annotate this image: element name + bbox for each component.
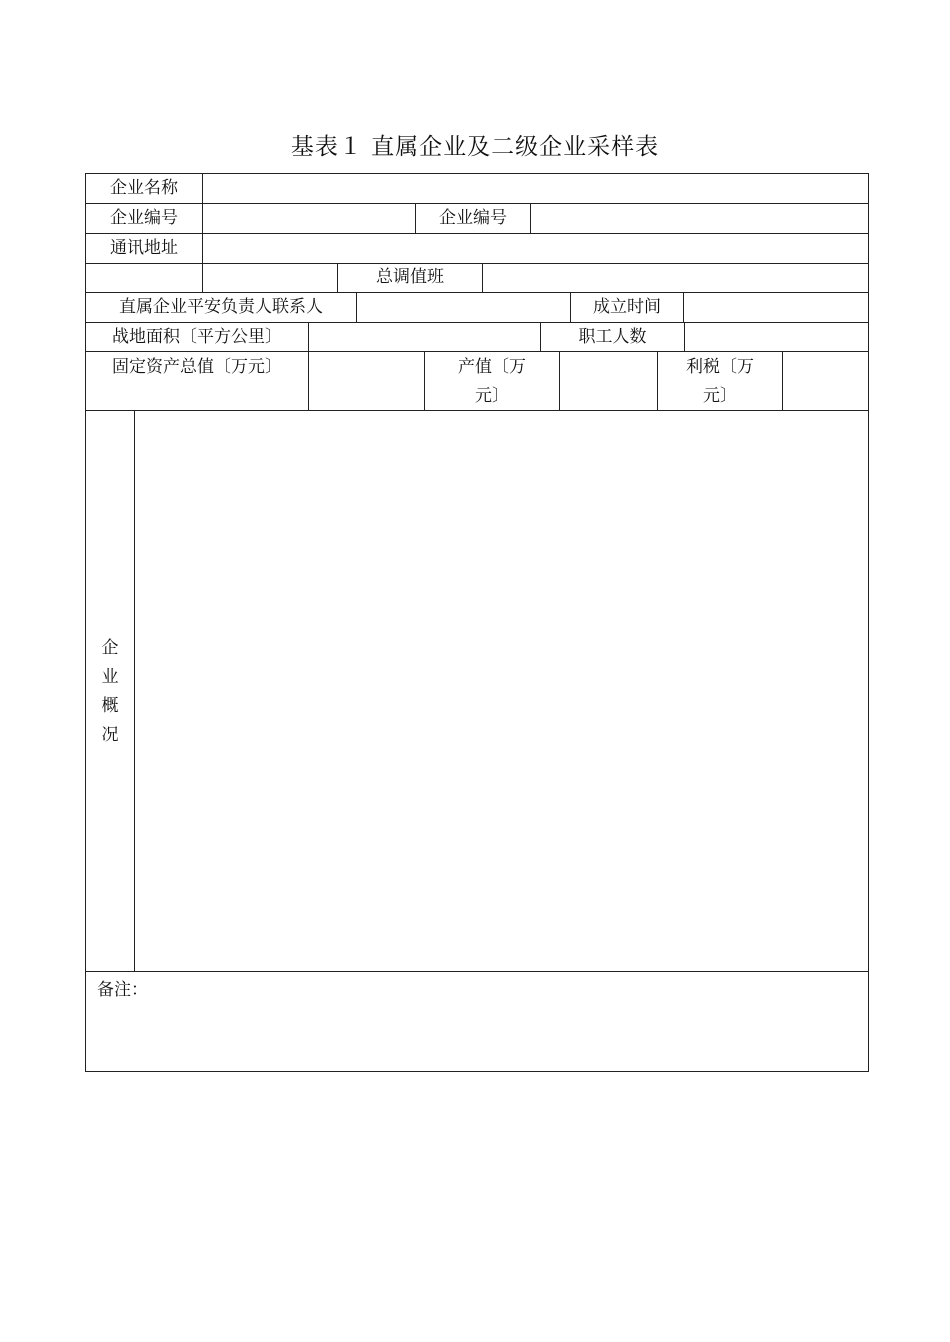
output-value-field[interactable] bbox=[560, 352, 657, 410]
dispatch-duty-label: 总调值班 bbox=[376, 267, 444, 287]
profit-tax-field[interactable] bbox=[783, 352, 868, 410]
founded-date-field[interactable] bbox=[684, 293, 868, 322]
overview-label: 企 业 概 况 bbox=[101, 638, 119, 745]
site-area-label: 战地面积〔平方公里〕 bbox=[112, 327, 282, 347]
safety-contact-field[interactable] bbox=[357, 293, 570, 322]
site-area-field[interactable] bbox=[309, 323, 540, 351]
company-code-field-2[interactable] bbox=[531, 204, 868, 233]
enterprise-sampling-form bbox=[85, 173, 869, 1072]
profit-tax-label bbox=[658, 353, 782, 410]
form-title: 基表１ 直属企业及二级企业采样表 bbox=[290, 134, 660, 160]
company-code-label: 企业编号 bbox=[110, 208, 178, 228]
output-value-label bbox=[425, 353, 559, 410]
company-code-field[interactable] bbox=[203, 204, 415, 233]
employee-count-field[interactable] bbox=[685, 323, 868, 351]
founded-date-label: 成立时间 bbox=[593, 297, 661, 317]
row4-field[interactable] bbox=[203, 263, 337, 292]
overview-field[interactable] bbox=[135, 411, 868, 971]
row-divider bbox=[86, 351, 868, 352]
row-divider bbox=[86, 971, 868, 972]
fixed-assets-label: 固定资产总值〔万元〕 bbox=[112, 357, 282, 377]
output-value-label-line2: 元〕 bbox=[475, 386, 509, 406]
safety-contact-label: 直属企业平安负责人联系人 bbox=[119, 297, 323, 317]
row4-label bbox=[86, 263, 202, 292]
company-code-label-2: 企业编号 bbox=[439, 208, 507, 228]
employee-count-label: 职工人数 bbox=[578, 327, 647, 347]
mailing-address-field[interactable] bbox=[203, 234, 868, 263]
mailing-address-label: 通讯地址 bbox=[110, 238, 178, 258]
remarks-label: 备注： bbox=[97, 980, 148, 1000]
remarks-field[interactable] bbox=[97, 1005, 867, 1069]
profit-tax-label-line1: 利税〔万 bbox=[686, 357, 754, 377]
dispatch-duty-field[interactable] bbox=[483, 263, 868, 292]
profit-tax-label-line2: 元〕 bbox=[703, 386, 737, 406]
output-value-label-line1: 产值〔万 bbox=[458, 357, 526, 377]
company-name-field[interactable] bbox=[203, 174, 868, 203]
fixed-assets-field[interactable] bbox=[309, 352, 424, 410]
company-name-label: 企业名称 bbox=[110, 178, 178, 198]
